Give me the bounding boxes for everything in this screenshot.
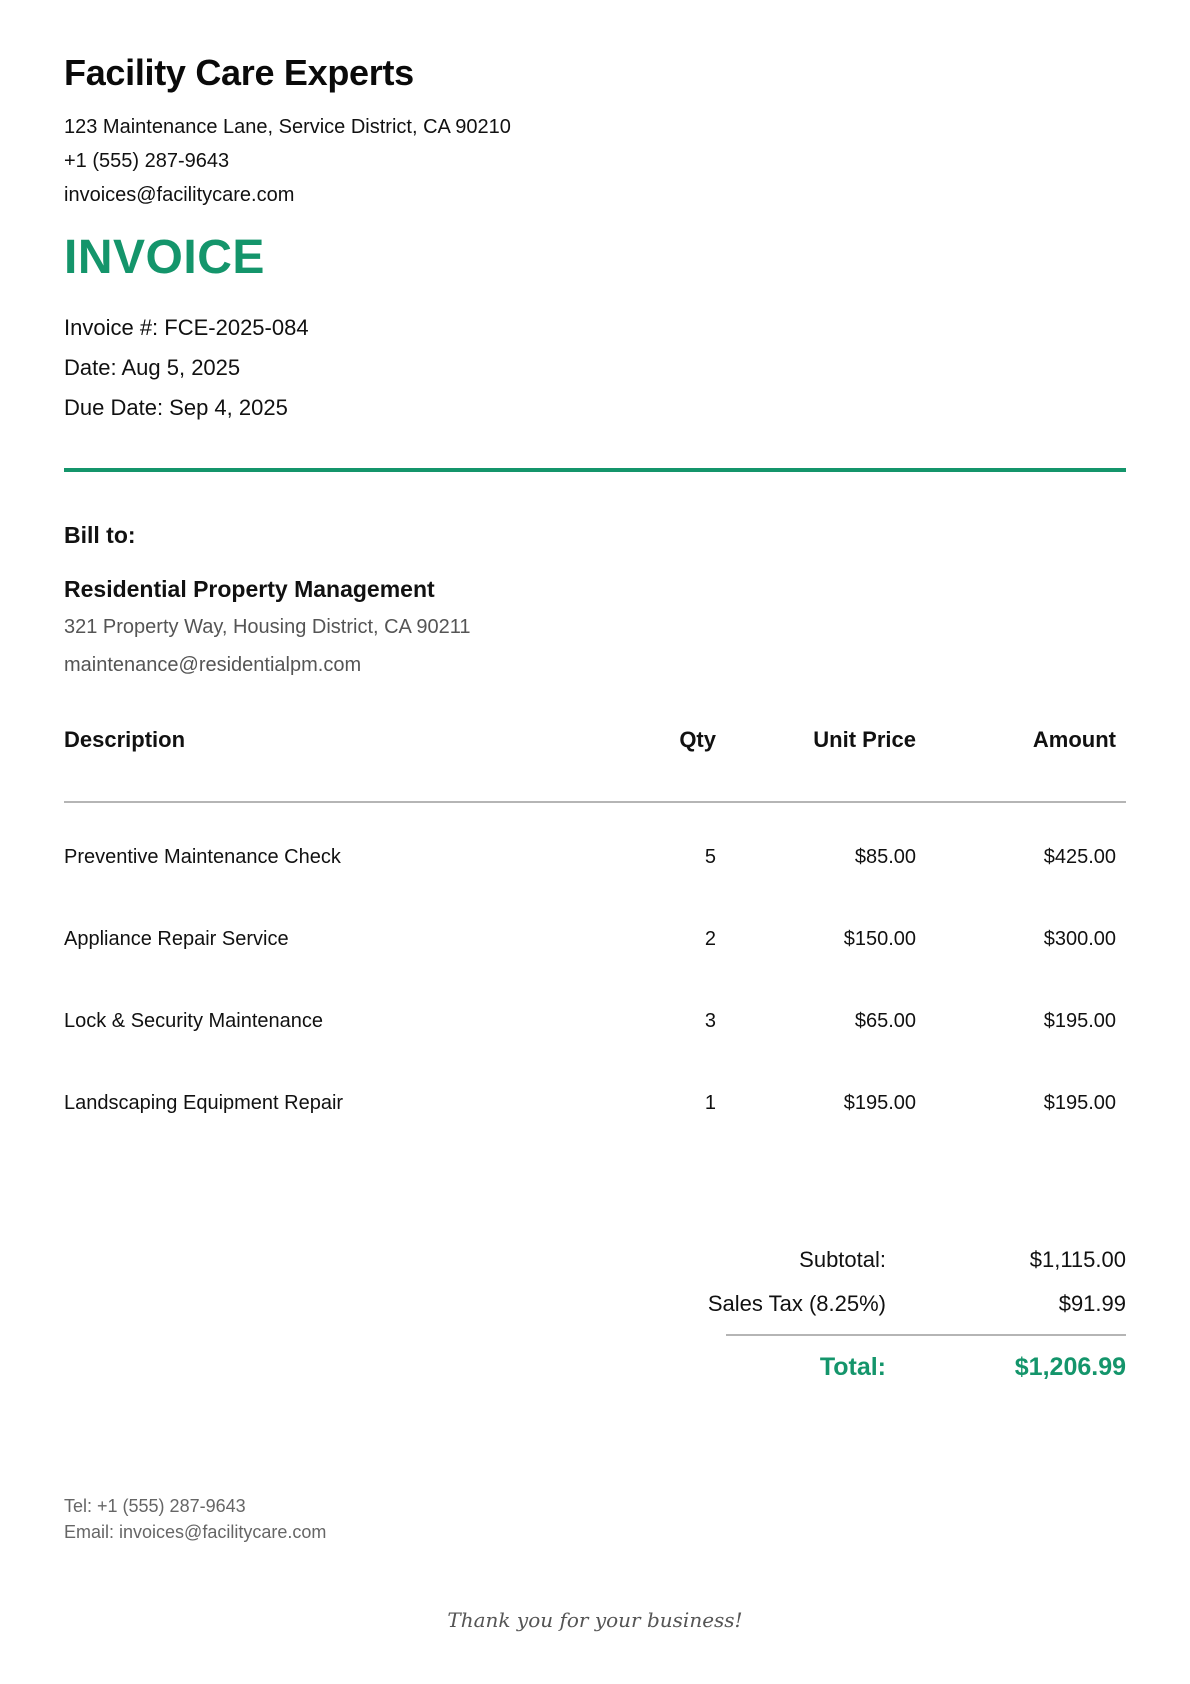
header-amount: Amount bbox=[916, 712, 1116, 802]
row-qty: 1 bbox=[704, 1091, 716, 1114]
row-unit-price: $85.00 bbox=[854, 846, 916, 868]
table-row bbox=[64, 898, 1126, 980]
row-description: Preventive Maintenance Check bbox=[64, 846, 341, 868]
company-address: 123 Maintenance Lane, Service District, CA 90210 bbox=[64, 116, 511, 138]
thank-you-note: Thank you for your business! bbox=[447, 1608, 743, 1632]
footer-email: Email: invoices@facilitycare.com bbox=[64, 1522, 327, 1542]
row-description: Appliance Repair Service bbox=[64, 927, 289, 950]
subtotal-value: $1,115.00 bbox=[1029, 1247, 1126, 1272]
total-value: $1,206.99 bbox=[1014, 1353, 1126, 1381]
row-qty: 5 bbox=[704, 846, 716, 868]
header-description: Description bbox=[64, 712, 584, 802]
row-amount: $195.00 bbox=[1043, 1091, 1116, 1114]
row-qty: 2 bbox=[704, 927, 716, 950]
footer-tel: Tel: +1 (555) 287-9643 bbox=[64, 1496, 246, 1516]
row-description: Lock & Security Maintenance bbox=[64, 1009, 324, 1032]
line-items-table bbox=[64, 712, 1126, 1144]
row-qty: 3 bbox=[704, 1009, 716, 1032]
tax-label: Sales Tax (8.25%) bbox=[707, 1291, 886, 1316]
row-unit-price: $195.00 bbox=[843, 1091, 916, 1114]
client-email: maintenance@residentialpm.com bbox=[64, 654, 362, 676]
client-name: Residential Property Management bbox=[64, 576, 435, 602]
company-email: invoices@facilitycare.com bbox=[64, 184, 295, 206]
row-description: Landscaping Equipment Repair bbox=[64, 1091, 344, 1114]
header-unit-price: Unit Price bbox=[716, 712, 916, 802]
row-spacer bbox=[1116, 898, 1126, 980]
total-label: Total: bbox=[819, 1353, 886, 1381]
header-spacer bbox=[1116, 712, 1126, 802]
row-spacer bbox=[1116, 1062, 1126, 1144]
invoice-title: INVOICE bbox=[64, 231, 265, 284]
row-unit-price: $65.00 bbox=[854, 1009, 916, 1032]
invoice-date: Date: Aug 5, 2025 bbox=[64, 355, 241, 380]
table-header-row bbox=[64, 712, 1126, 802]
table-row bbox=[64, 1062, 1126, 1144]
subtotal-label: Subtotal: bbox=[799, 1247, 886, 1272]
row-spacer bbox=[1116, 980, 1126, 1062]
company-phone: +1 (555) 287-9643 bbox=[64, 150, 230, 172]
row-spacer bbox=[1116, 802, 1126, 898]
row-amount: $425.00 bbox=[1043, 846, 1116, 868]
invoice-number: Invoice #: FCE-2025-084 bbox=[64, 315, 309, 340]
tax-value: $91.99 bbox=[1058, 1291, 1126, 1316]
table-row bbox=[64, 980, 1126, 1062]
row-amount: $300.00 bbox=[1043, 927, 1116, 950]
header-divider bbox=[64, 468, 1126, 472]
totals-divider bbox=[726, 1334, 1126, 1336]
client-address: 321 Property Way, Housing District, CA 90211 bbox=[64, 616, 471, 638]
bill-to-heading: Bill to: bbox=[64, 522, 136, 548]
row-unit-price: $150.00 bbox=[843, 927, 916, 950]
header-qty: Qty bbox=[584, 712, 716, 802]
invoice-due-date: Due Date: Sep 4, 2025 bbox=[64, 395, 288, 420]
row-amount: $195.00 bbox=[1043, 1009, 1116, 1032]
company-name: Facility Care Experts bbox=[64, 52, 414, 93]
table-row bbox=[64, 802, 1126, 898]
